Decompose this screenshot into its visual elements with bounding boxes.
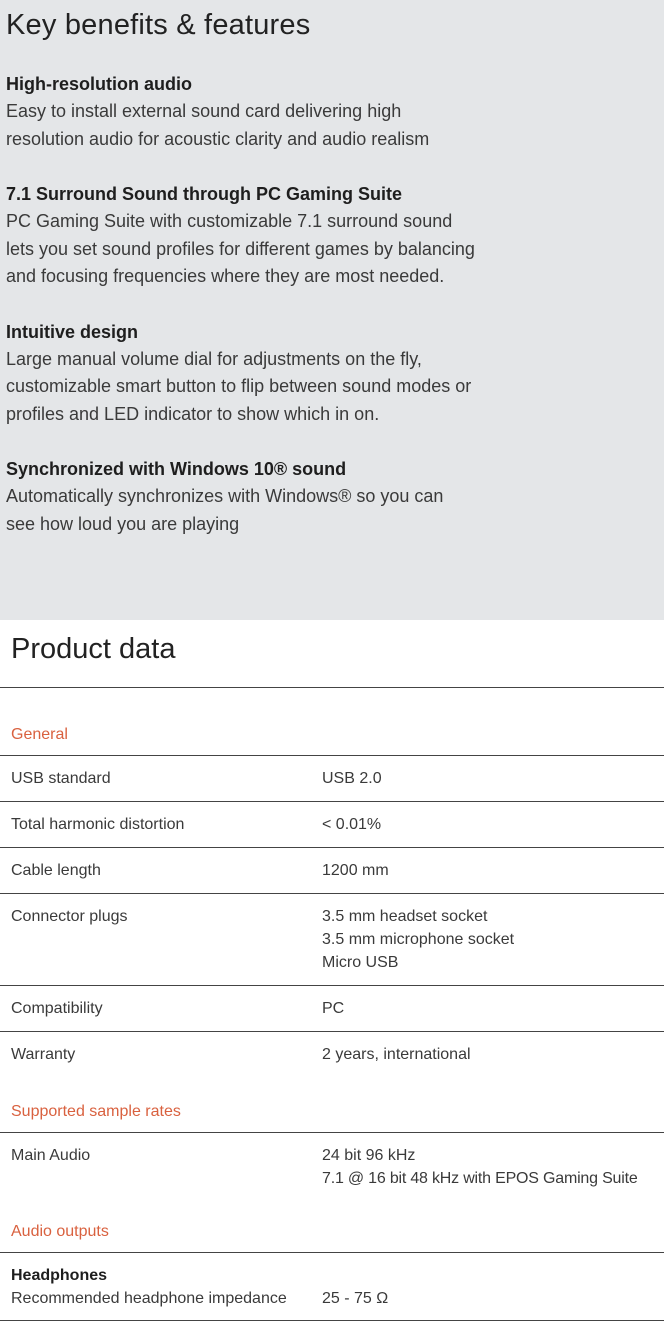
row-label: Compatibility bbox=[11, 1000, 103, 1017]
product-data-title: Product data bbox=[0, 620, 664, 688]
row-value bbox=[322, 1144, 664, 1190]
table-row bbox=[0, 848, 664, 894]
feature-text: Large manual volume dial for adjustments on the fly, customizable smart button to flip between sound modes or profiles and LED indicator to show which in on. bbox=[6, 348, 472, 424]
row-label: Connector plugs bbox=[11, 908, 128, 925]
benefits-title: Key benefits & features bbox=[6, 9, 311, 41]
row-label: Total harmonic distortion bbox=[11, 816, 185, 833]
row-value-line: Micro USB bbox=[322, 954, 399, 971]
table-row bbox=[0, 802, 664, 848]
row-value-line: 1200 mm bbox=[322, 862, 389, 879]
row-value-line: PC bbox=[322, 1000, 345, 1017]
table-row bbox=[0, 894, 664, 986]
table-row bbox=[0, 1032, 664, 1077]
row-value-line: 24 bit 96 kHz bbox=[322, 1147, 416, 1164]
feature-text: PC Gaming Suite with customizable 7.1 surround sound lets you set sound profiles for different games by balancing and focusing frequencies where they are most needed. bbox=[6, 211, 475, 286]
table-row bbox=[0, 1133, 664, 1201]
row-value: 25 - 75 Ω bbox=[322, 1290, 389, 1307]
row-value-line: < 0.01% bbox=[322, 816, 382, 833]
feature-text: Easy to install external sound card delivering high resolution audio for acoustic clarity and audio realism bbox=[6, 101, 430, 149]
feature-text: Automatically synchronizes with Windows® so you can see how loud you are playing bbox=[6, 486, 444, 534]
row-value-line: USB 2.0 bbox=[322, 770, 382, 787]
row-label: Recommended headphone impedance bbox=[11, 1290, 287, 1307]
row-label: Main Audio bbox=[11, 1147, 91, 1164]
row-label: Warranty bbox=[11, 1046, 76, 1063]
row-label: Cable length bbox=[11, 862, 101, 879]
row-value bbox=[322, 1043, 664, 1066]
row-value-line: 3.5 mm microphone socket bbox=[322, 931, 515, 948]
feature-item bbox=[6, 318, 664, 429]
row-value bbox=[322, 905, 664, 974]
product-data-section bbox=[0, 620, 664, 1321]
row-value bbox=[322, 813, 664, 836]
feature-heading: 7.1 Surround Sound through PC Gaming Suite bbox=[6, 184, 402, 204]
row-value-line: 2 years, international bbox=[322, 1046, 471, 1063]
table-row bbox=[0, 756, 664, 802]
feature-heading: Synchronized with Windows 10® sound bbox=[6, 459, 347, 479]
feature-item bbox=[6, 455, 664, 538]
feature-heading: Intuitive design bbox=[6, 321, 139, 342]
section-title-general: General bbox=[0, 688, 664, 756]
row-value-line: 3.5 mm headset socket bbox=[322, 908, 488, 925]
row-value bbox=[322, 859, 664, 882]
benefits-section bbox=[0, 0, 664, 620]
table-row bbox=[0, 1287, 664, 1310]
section-title-audio-outputs: Audio outputs bbox=[0, 1201, 664, 1253]
feature-item bbox=[6, 180, 664, 291]
feature-item bbox=[6, 70, 664, 153]
audio-outputs-block bbox=[0, 1253, 664, 1321]
feature-heading: High-resolution audio bbox=[6, 74, 192, 94]
table-row bbox=[0, 986, 664, 1032]
row-value bbox=[322, 767, 664, 790]
section-title-sample-rates: Supported sample rates bbox=[0, 1077, 664, 1133]
subsection-heading: Headphones bbox=[11, 1267, 108, 1284]
row-label: USB standard bbox=[11, 770, 111, 787]
row-value bbox=[322, 997, 664, 1020]
row-value-line: 7.1 @ 16 bit 48 kHz with EPOS Gaming Suite bbox=[322, 1170, 638, 1187]
